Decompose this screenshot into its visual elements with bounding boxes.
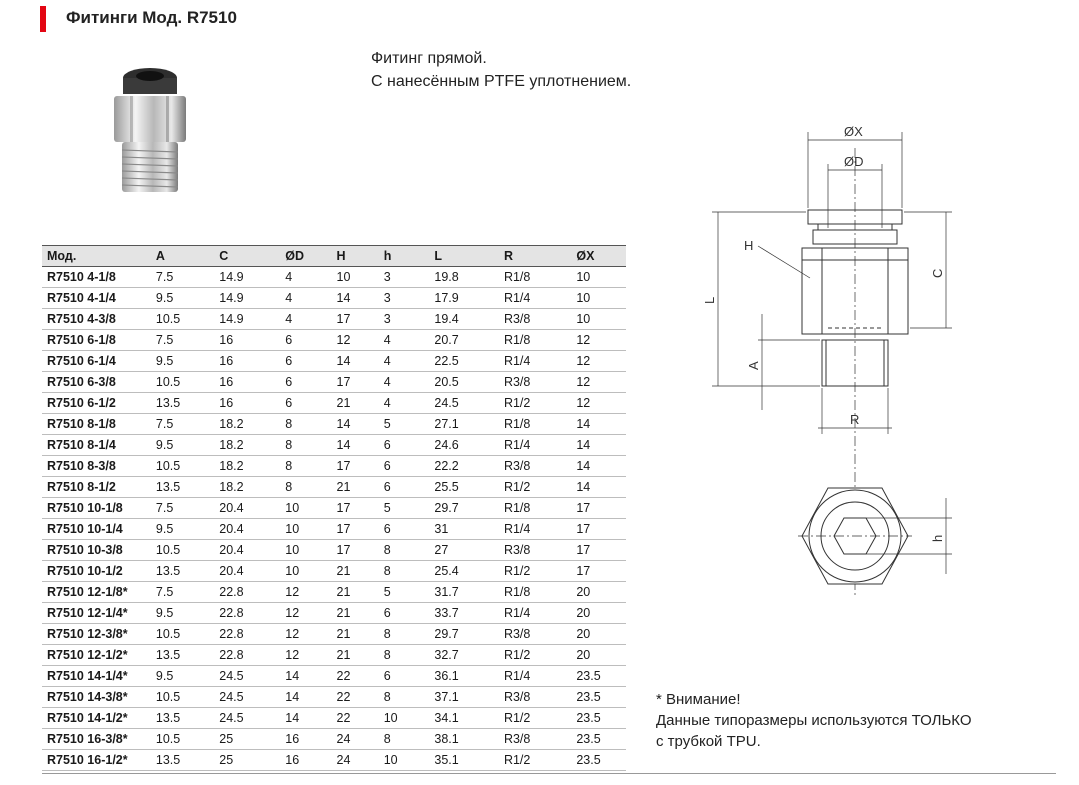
table-row bbox=[42, 330, 626, 351]
table-cell: 12 bbox=[571, 330, 626, 351]
table-cell: 10.5 bbox=[151, 540, 214, 561]
table-cell: 12 bbox=[332, 330, 379, 351]
table-row bbox=[42, 267, 626, 288]
table-cell: 14 bbox=[571, 414, 626, 435]
table-cell: R7510 6-3/8 bbox=[42, 372, 151, 393]
table-cell: 37.1 bbox=[429, 687, 499, 708]
table-cell: 14 bbox=[332, 435, 379, 456]
table-cell: R1/8 bbox=[499, 330, 571, 351]
table-cell: 14.9 bbox=[214, 267, 280, 288]
table-cell: 16 bbox=[214, 351, 280, 372]
table-cell: 18.2 bbox=[214, 414, 280, 435]
table-cell: 8 bbox=[379, 687, 430, 708]
table-cell: 12 bbox=[280, 603, 331, 624]
table-cell: 14 bbox=[280, 708, 331, 729]
description-line-1: Фитинг прямой. bbox=[371, 50, 487, 67]
table-cell: 10.5 bbox=[151, 456, 214, 477]
table-cell: 14.9 bbox=[214, 288, 280, 309]
table-cell: 16 bbox=[280, 750, 331, 771]
table-cell: 17 bbox=[571, 519, 626, 540]
table-cell: R7510 6-1/4 bbox=[42, 351, 151, 372]
table-cell: 10.5 bbox=[151, 309, 214, 330]
table-cell: 21 bbox=[332, 603, 379, 624]
table-cell: 4 bbox=[280, 309, 331, 330]
table-cell: 12 bbox=[280, 624, 331, 645]
table-cell: 22 bbox=[332, 687, 379, 708]
table-cell: 20 bbox=[571, 603, 626, 624]
table-cell: 8 bbox=[379, 729, 430, 750]
column-header: L bbox=[429, 246, 499, 267]
table-cell: 12 bbox=[571, 372, 626, 393]
table-row bbox=[42, 561, 626, 582]
table-cell: R3/8 bbox=[499, 687, 571, 708]
table-body bbox=[42, 267, 626, 771]
note-line-3: с трубкой TPU. bbox=[656, 733, 761, 750]
table-cell: 8 bbox=[379, 645, 430, 666]
table-cell: 13.5 bbox=[151, 645, 214, 666]
table-cell: 13.5 bbox=[151, 750, 214, 771]
table-cell: 5 bbox=[379, 582, 430, 603]
table-cell: 7.5 bbox=[151, 498, 214, 519]
table-cell: 12 bbox=[280, 582, 331, 603]
table-cell: 36.1 bbox=[429, 666, 499, 687]
column-header: ØD bbox=[280, 246, 331, 267]
table-cell: 6 bbox=[280, 372, 331, 393]
label-a: A bbox=[746, 361, 761, 370]
table-cell: 4 bbox=[280, 267, 331, 288]
table-cell: R7510 12-1/8* bbox=[42, 582, 151, 603]
table-cell: 21 bbox=[332, 582, 379, 603]
table-cell: R1/8 bbox=[499, 267, 571, 288]
table-cell: 10 bbox=[332, 267, 379, 288]
table-cell: R7510 4-1/4 bbox=[42, 288, 151, 309]
table-cell: 20.4 bbox=[214, 498, 280, 519]
table-cell: 17 bbox=[332, 456, 379, 477]
column-header: C bbox=[214, 246, 280, 267]
table-cell: R7510 6-1/2 bbox=[42, 393, 151, 414]
label-h-lower: h bbox=[930, 534, 945, 542]
table-header-row bbox=[42, 246, 626, 267]
table-cell: 31 bbox=[429, 519, 499, 540]
table-cell: R1/8 bbox=[499, 414, 571, 435]
table-cell: 19.8 bbox=[429, 267, 499, 288]
table-cell: 4 bbox=[379, 372, 430, 393]
table-cell: 16 bbox=[214, 372, 280, 393]
table-cell: 27.1 bbox=[429, 414, 499, 435]
table-cell: 21 bbox=[332, 561, 379, 582]
table-cell: 20.7 bbox=[429, 330, 499, 351]
product-description bbox=[371, 47, 631, 93]
table-cell: 22 bbox=[332, 666, 379, 687]
table-row bbox=[42, 456, 626, 477]
table-cell: R1/4 bbox=[499, 351, 571, 372]
table-cell: 18.2 bbox=[214, 477, 280, 498]
table-cell: 17 bbox=[332, 372, 379, 393]
description-line-2: С нанесённым PTFE уплотнением. bbox=[371, 73, 632, 90]
table-cell: 38.1 bbox=[429, 729, 499, 750]
table-cell: 18.2 bbox=[214, 456, 280, 477]
table-cell: 12 bbox=[571, 351, 626, 372]
table-cell: 14 bbox=[280, 687, 331, 708]
table-cell: 24 bbox=[332, 750, 379, 771]
note-line-2: Данные типоразмеры используются ТОЛЬКО bbox=[656, 712, 972, 729]
table-cell: 10 bbox=[379, 708, 430, 729]
table-cell: R1/8 bbox=[499, 582, 571, 603]
table-cell: 25.5 bbox=[429, 477, 499, 498]
table-cell: 24.5 bbox=[214, 666, 280, 687]
note-line-1: * Внимание! bbox=[656, 691, 741, 708]
table-cell: 14 bbox=[332, 288, 379, 309]
table-cell: 9.5 bbox=[151, 288, 214, 309]
label-x: ØX bbox=[844, 124, 863, 139]
table-cell: 13.5 bbox=[151, 393, 214, 414]
table-cell: 23.5 bbox=[571, 750, 626, 771]
table-cell: 24 bbox=[332, 729, 379, 750]
table-cell: 6 bbox=[280, 351, 331, 372]
table-row bbox=[42, 519, 626, 540]
table-cell: 22.2 bbox=[429, 456, 499, 477]
table-cell: 12 bbox=[280, 645, 331, 666]
table-cell: 6 bbox=[280, 330, 331, 351]
table-cell: 13.5 bbox=[151, 561, 214, 582]
table-cell: R3/8 bbox=[499, 729, 571, 750]
table-cell: 24.6 bbox=[429, 435, 499, 456]
table-cell: 8 bbox=[379, 624, 430, 645]
table-cell: 5 bbox=[379, 498, 430, 519]
table-cell: 22.5 bbox=[429, 351, 499, 372]
table-cell: 16 bbox=[280, 729, 331, 750]
table-cell: 31.7 bbox=[429, 582, 499, 603]
table-cell: 4 bbox=[379, 330, 430, 351]
table-cell: 21 bbox=[332, 477, 379, 498]
table-cell: R7510 12-1/4* bbox=[42, 603, 151, 624]
table-cell: 8 bbox=[280, 414, 331, 435]
table-cell: 25.4 bbox=[429, 561, 499, 582]
table-cell: 13.5 bbox=[151, 708, 214, 729]
table-cell: 8 bbox=[379, 540, 430, 561]
table-cell: R3/8 bbox=[499, 309, 571, 330]
table-row bbox=[42, 393, 626, 414]
table-cell: 17 bbox=[571, 498, 626, 519]
table-cell: R1/2 bbox=[499, 750, 571, 771]
table-cell: 14 bbox=[332, 414, 379, 435]
table-cell: 5 bbox=[379, 414, 430, 435]
table-cell: 17 bbox=[571, 561, 626, 582]
table-cell: 17 bbox=[332, 309, 379, 330]
table-cell: 16 bbox=[214, 330, 280, 351]
table-cell: 34.1 bbox=[429, 708, 499, 729]
table-cell: 8 bbox=[280, 435, 331, 456]
table-cell: 33.7 bbox=[429, 603, 499, 624]
table-cell: 6 bbox=[379, 456, 430, 477]
table-cell: 17 bbox=[332, 519, 379, 540]
table-cell: 23.5 bbox=[571, 687, 626, 708]
table-cell: 17.9 bbox=[429, 288, 499, 309]
table-cell: 27 bbox=[429, 540, 499, 561]
fitting-photo bbox=[100, 58, 200, 208]
table-cell: 32.7 bbox=[429, 645, 499, 666]
table-cell: R7510 8-1/4 bbox=[42, 435, 151, 456]
table-cell: 20.4 bbox=[214, 540, 280, 561]
table-cell: R7510 12-1/2* bbox=[42, 645, 151, 666]
table-row bbox=[42, 666, 626, 687]
table-cell: 4 bbox=[280, 288, 331, 309]
table-cell: 3 bbox=[379, 267, 430, 288]
table-cell: 14 bbox=[571, 435, 626, 456]
table-cell: 14 bbox=[280, 666, 331, 687]
table-cell: 20 bbox=[571, 582, 626, 603]
table-cell: 20.4 bbox=[214, 519, 280, 540]
table-cell: R1/2 bbox=[499, 477, 571, 498]
table-cell: 6 bbox=[280, 393, 331, 414]
table-cell: 9.5 bbox=[151, 666, 214, 687]
table-cell: 14 bbox=[332, 351, 379, 372]
table-cell: 3 bbox=[379, 288, 430, 309]
table-cell: 10 bbox=[571, 288, 626, 309]
bottom-divider bbox=[42, 773, 1056, 774]
table-cell: 10.5 bbox=[151, 624, 214, 645]
column-header: Мод. bbox=[42, 246, 151, 267]
table-cell: 10 bbox=[379, 750, 430, 771]
label-h-upper: H bbox=[744, 238, 754, 253]
table-cell: 21 bbox=[332, 645, 379, 666]
table-row bbox=[42, 498, 626, 519]
table-cell: 10 bbox=[280, 519, 331, 540]
table-cell: 4 bbox=[379, 351, 430, 372]
table-cell: 22.8 bbox=[214, 582, 280, 603]
table-cell: 20.5 bbox=[429, 372, 499, 393]
table-cell: 17 bbox=[332, 540, 379, 561]
technical-drawing bbox=[700, 118, 970, 598]
table-cell: 9.5 bbox=[151, 351, 214, 372]
table-cell: 25 bbox=[214, 729, 280, 750]
table-row bbox=[42, 288, 626, 309]
table-cell: 4 bbox=[379, 393, 430, 414]
table-cell: 25 bbox=[214, 750, 280, 771]
table-cell: R7510 14-1/4* bbox=[42, 666, 151, 687]
table-cell: 22.8 bbox=[214, 603, 280, 624]
table-cell: 8 bbox=[280, 477, 331, 498]
table-cell: 17 bbox=[332, 498, 379, 519]
table-cell: R1/4 bbox=[499, 435, 571, 456]
table-cell: 6 bbox=[379, 435, 430, 456]
table-cell: 9.5 bbox=[151, 519, 214, 540]
table-cell: R7510 10-1/8 bbox=[42, 498, 151, 519]
table-cell: 21 bbox=[332, 624, 379, 645]
table-cell: 23.5 bbox=[571, 729, 626, 750]
table-cell: R7510 6-1/8 bbox=[42, 330, 151, 351]
table-cell: 22 bbox=[332, 708, 379, 729]
table-cell: 6 bbox=[379, 477, 430, 498]
column-header: H bbox=[332, 246, 379, 267]
table-cell: 8 bbox=[379, 561, 430, 582]
label-l: L bbox=[702, 296, 717, 304]
table-cell: R7510 10-1/2 bbox=[42, 561, 151, 582]
table-cell: R3/8 bbox=[499, 456, 571, 477]
table-cell: 20 bbox=[571, 624, 626, 645]
table-cell: 12 bbox=[571, 393, 626, 414]
table-cell: 7.5 bbox=[151, 267, 214, 288]
table-cell: 10 bbox=[280, 540, 331, 561]
table-row bbox=[42, 309, 626, 330]
table-cell: R1/4 bbox=[499, 603, 571, 624]
table-cell: R7510 4-3/8 bbox=[42, 309, 151, 330]
table-cell: 20 bbox=[571, 645, 626, 666]
column-header: h bbox=[379, 246, 430, 267]
table-cell: 7.5 bbox=[151, 582, 214, 603]
table-cell: 22.8 bbox=[214, 645, 280, 666]
page-title: Фитинги Мод. R7510 bbox=[66, 8, 237, 27]
table-cell: R3/8 bbox=[499, 540, 571, 561]
table-cell: 16 bbox=[214, 393, 280, 414]
table-cell: 24.5 bbox=[214, 687, 280, 708]
table-cell: 7.5 bbox=[151, 414, 214, 435]
table-cell: 23.5 bbox=[571, 666, 626, 687]
table-cell: R1/2 bbox=[499, 708, 571, 729]
table-cell: 10.5 bbox=[151, 729, 214, 750]
table-row bbox=[42, 351, 626, 372]
table-cell: R7510 8-1/2 bbox=[42, 477, 151, 498]
table-cell: R7510 14-3/8* bbox=[42, 687, 151, 708]
table-cell: R7510 4-1/8 bbox=[42, 267, 151, 288]
table-cell: R1/2 bbox=[499, 393, 571, 414]
table-row bbox=[42, 435, 626, 456]
table-row bbox=[42, 603, 626, 624]
table-cell: R1/4 bbox=[499, 288, 571, 309]
table-row bbox=[42, 540, 626, 561]
table-cell: 10.5 bbox=[151, 687, 214, 708]
table-cell: 14 bbox=[571, 477, 626, 498]
table-cell: R7510 10-3/8 bbox=[42, 540, 151, 561]
table-cell: 20.4 bbox=[214, 561, 280, 582]
table-cell: 9.5 bbox=[151, 603, 214, 624]
table-cell: 21 bbox=[332, 393, 379, 414]
table-cell: 29.7 bbox=[429, 498, 499, 519]
table-cell: 14.9 bbox=[214, 309, 280, 330]
table-cell: 24.5 bbox=[429, 393, 499, 414]
title-accent-bar bbox=[40, 6, 46, 32]
table-row bbox=[42, 729, 626, 750]
table-row bbox=[42, 624, 626, 645]
label-c: C bbox=[930, 268, 945, 278]
table-cell: R1/4 bbox=[499, 666, 571, 687]
table-cell: R7510 12-3/8* bbox=[42, 624, 151, 645]
table-cell: 9.5 bbox=[151, 435, 214, 456]
table-cell: 10 bbox=[571, 309, 626, 330]
table-cell: 7.5 bbox=[151, 330, 214, 351]
table-row bbox=[42, 708, 626, 729]
spec-table bbox=[42, 245, 626, 771]
table-cell: R1/2 bbox=[499, 561, 571, 582]
table-row bbox=[42, 645, 626, 666]
table-cell: R7510 16-3/8* bbox=[42, 729, 151, 750]
column-header: A bbox=[151, 246, 214, 267]
table-cell: 3 bbox=[379, 309, 430, 330]
table-cell: 8 bbox=[280, 456, 331, 477]
table-cell: R7510 16-1/2* bbox=[42, 750, 151, 771]
label-r: R bbox=[850, 412, 860, 427]
table-cell: R3/8 bbox=[499, 624, 571, 645]
table-cell: 29.7 bbox=[429, 624, 499, 645]
table-cell: 17 bbox=[571, 540, 626, 561]
table-cell: 18.2 bbox=[214, 435, 280, 456]
table-cell: R7510 14-1/2* bbox=[42, 708, 151, 729]
table-cell: R7510 8-3/8 bbox=[42, 456, 151, 477]
table-row bbox=[42, 414, 626, 435]
table-cell: R7510 8-1/8 bbox=[42, 414, 151, 435]
table-cell: R1/2 bbox=[499, 645, 571, 666]
table-cell: 19.4 bbox=[429, 309, 499, 330]
table-cell: 6 bbox=[379, 666, 430, 687]
table-row bbox=[42, 750, 626, 771]
table-cell: 23.5 bbox=[571, 708, 626, 729]
table-row bbox=[42, 477, 626, 498]
table-cell: 6 bbox=[379, 603, 430, 624]
table-cell: 35.1 bbox=[429, 750, 499, 771]
table-row bbox=[42, 582, 626, 603]
table-cell: R7510 10-1/4 bbox=[42, 519, 151, 540]
table-cell: 22.8 bbox=[214, 624, 280, 645]
label-d: ØD bbox=[844, 154, 864, 169]
column-header: R bbox=[499, 246, 571, 267]
column-header: ØX bbox=[571, 246, 626, 267]
table-row bbox=[42, 687, 626, 708]
table-cell: 10.5 bbox=[151, 372, 214, 393]
table-cell: 10 bbox=[571, 267, 626, 288]
table-cell: 10 bbox=[280, 561, 331, 582]
table-row bbox=[42, 372, 626, 393]
table-cell: R1/8 bbox=[499, 498, 571, 519]
table-cell: 24.5 bbox=[214, 708, 280, 729]
table-cell: R1/4 bbox=[499, 519, 571, 540]
table-cell: 13.5 bbox=[151, 477, 214, 498]
table-cell: 10 bbox=[280, 498, 331, 519]
table-cell: R3/8 bbox=[499, 372, 571, 393]
table-cell: 14 bbox=[571, 456, 626, 477]
table-cell: 6 bbox=[379, 519, 430, 540]
attention-note bbox=[656, 689, 972, 752]
